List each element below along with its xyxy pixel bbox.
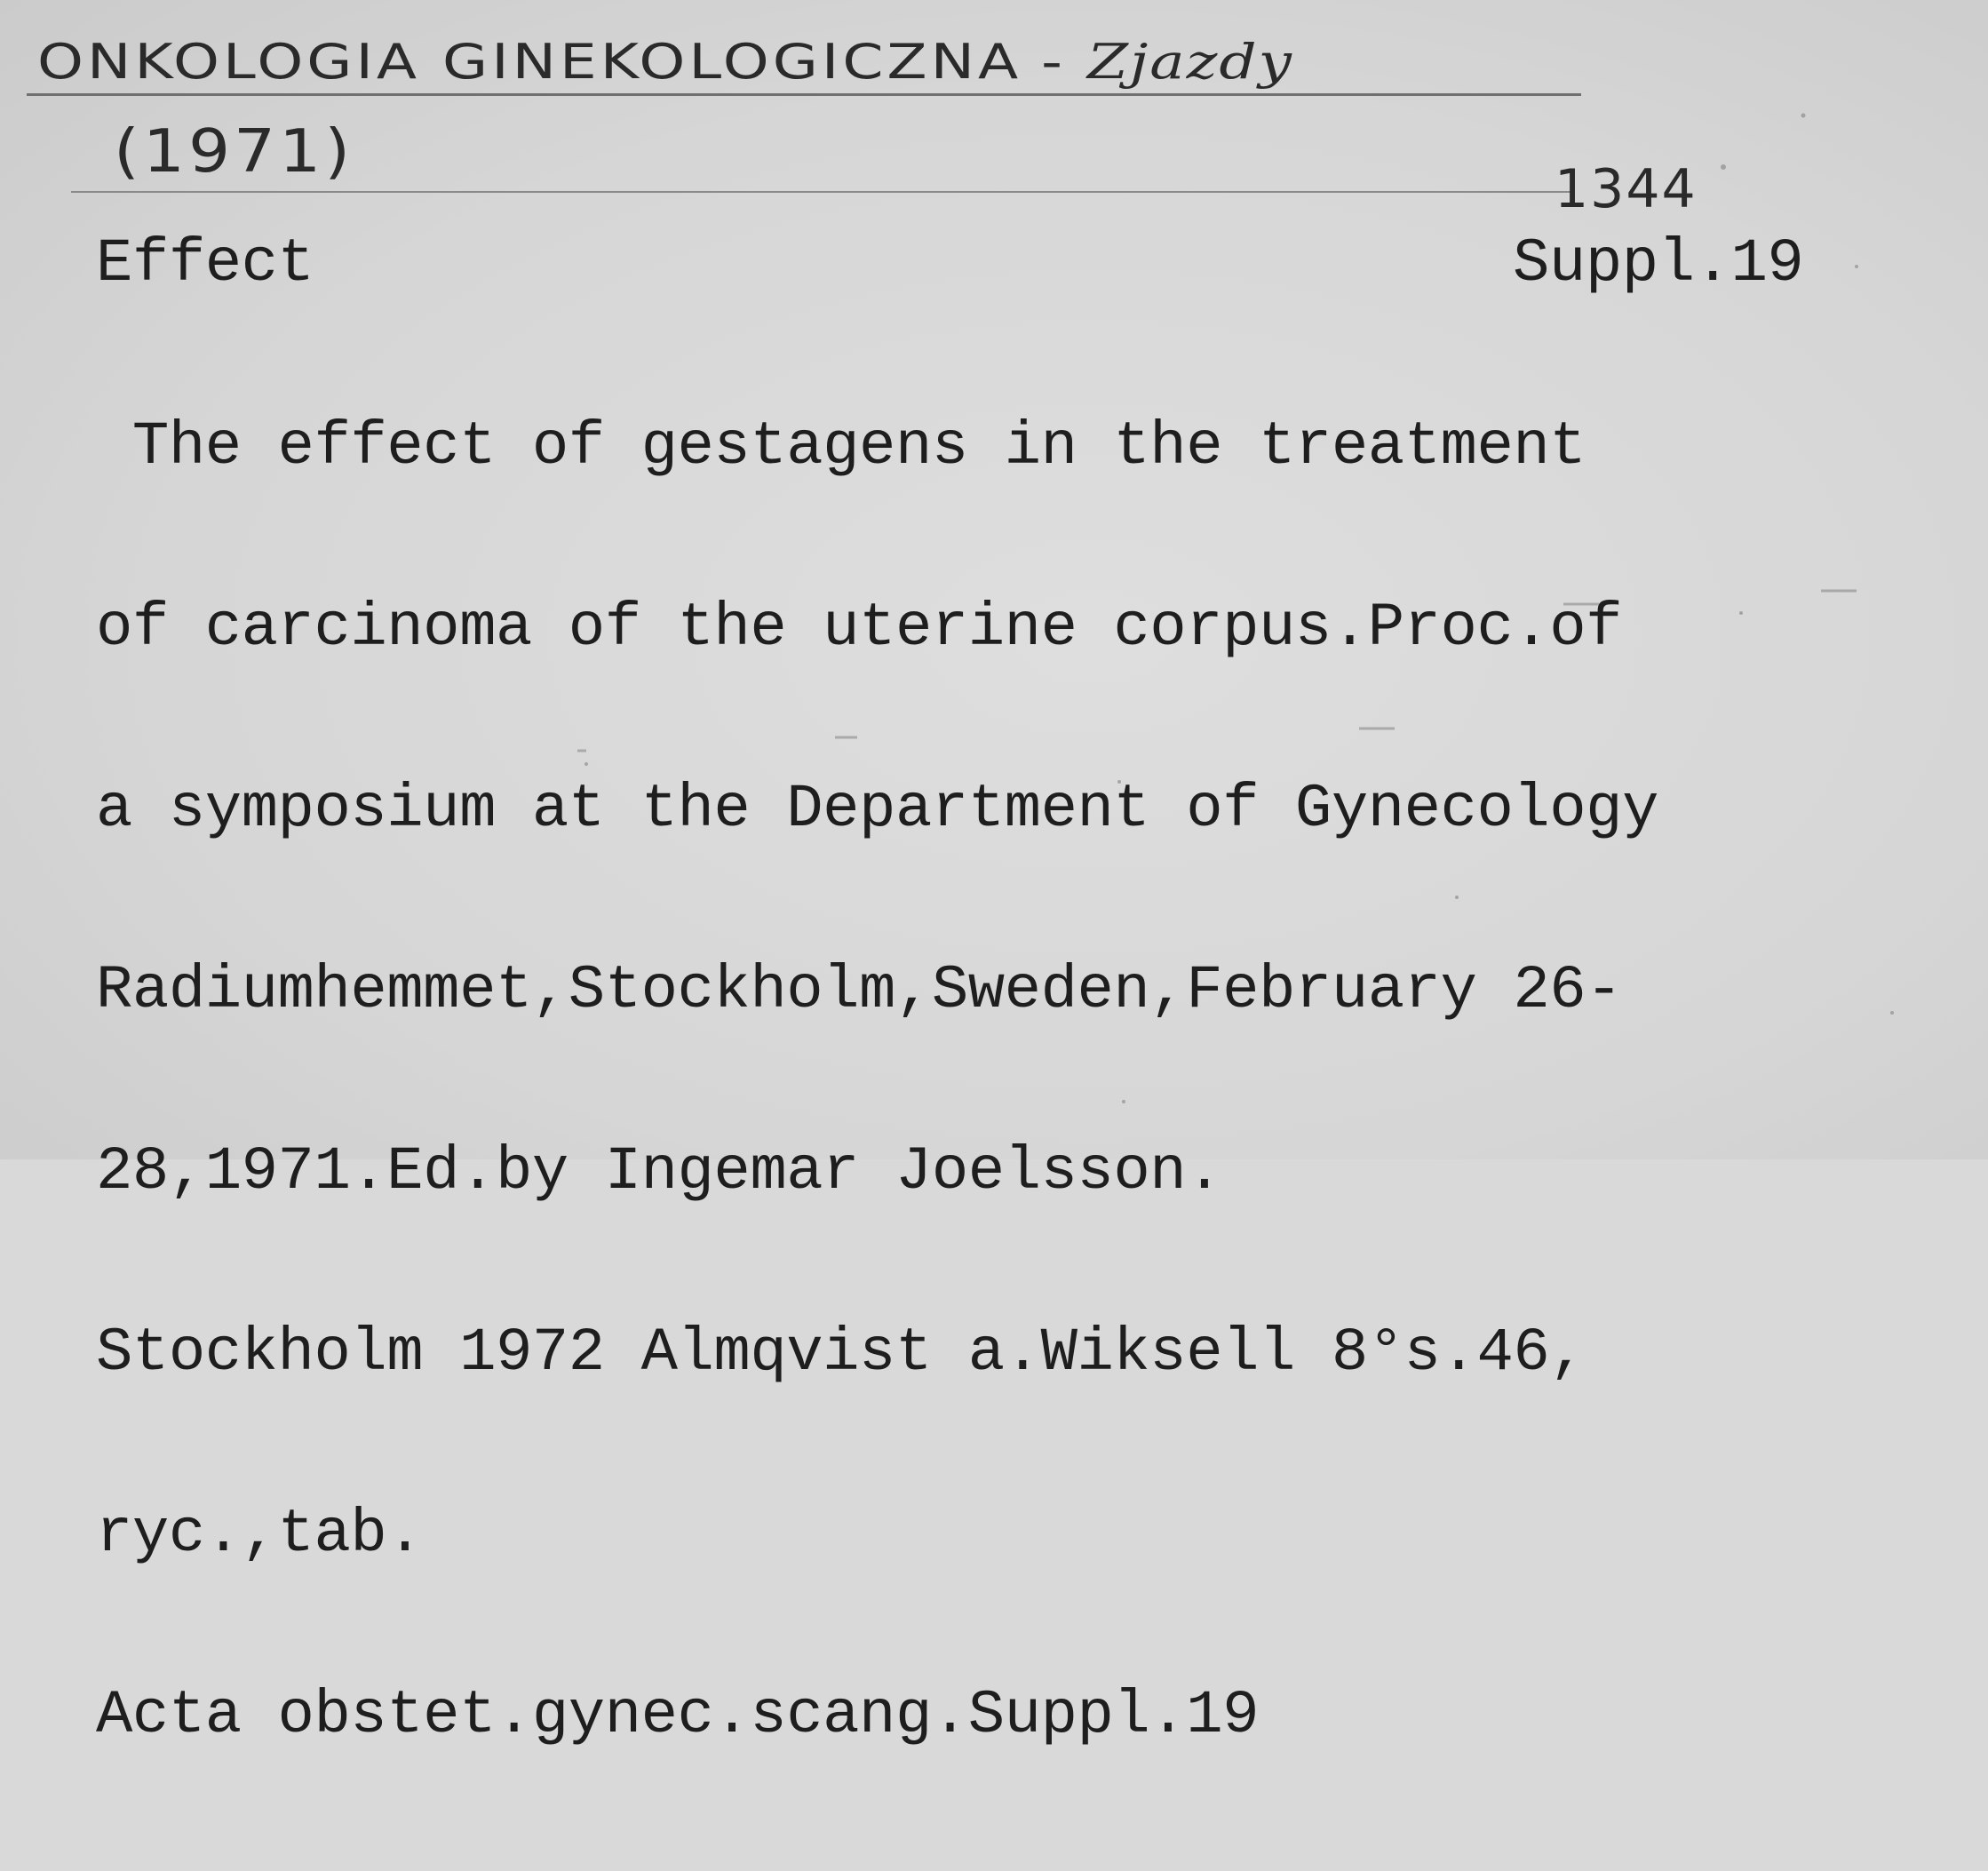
series-line: Acta obstet.gynec.scang.Suppl.19 bbox=[96, 1681, 1260, 1750]
heading-form: Zjazdy bbox=[1086, 34, 1293, 91]
call-number: 1344 bbox=[1555, 158, 1698, 220]
subject-heading bbox=[37, 34, 1293, 90]
description-line: Radiumhemmet,Stockholm,Sweden,February 26- bbox=[96, 956, 1623, 1025]
bibliographic-description bbox=[96, 296, 1658, 1867]
series-number: Suppl.19 bbox=[1513, 229, 1804, 299]
year-underline bbox=[71, 191, 1572, 193]
heading-year: (1971) bbox=[114, 117, 354, 187]
heading-underline bbox=[27, 93, 1581, 96]
imprint-line: Stockholm 1972 Almqvist a.Wiksell 8°s.46, bbox=[96, 1318, 1586, 1388]
subject-heading-text: ONKOLOGIA GINEKOLOGICZNA bbox=[37, 34, 1022, 91]
description-line: The effect of gestagens in the treatment bbox=[96, 412, 1586, 482]
heading-dash: - bbox=[1041, 34, 1068, 91]
collation-line: ryc.,tab. bbox=[96, 1500, 424, 1569]
description-line: 28,1971.Ed.by Ingemar Joelsson. bbox=[96, 1137, 1223, 1206]
description-line: of carcinoma of the uterine corpus.Proc.of bbox=[96, 593, 1623, 663]
description-line: a symposium at the Department of Gynecology bbox=[96, 775, 1658, 844]
entry-word: Effect bbox=[96, 229, 314, 299]
